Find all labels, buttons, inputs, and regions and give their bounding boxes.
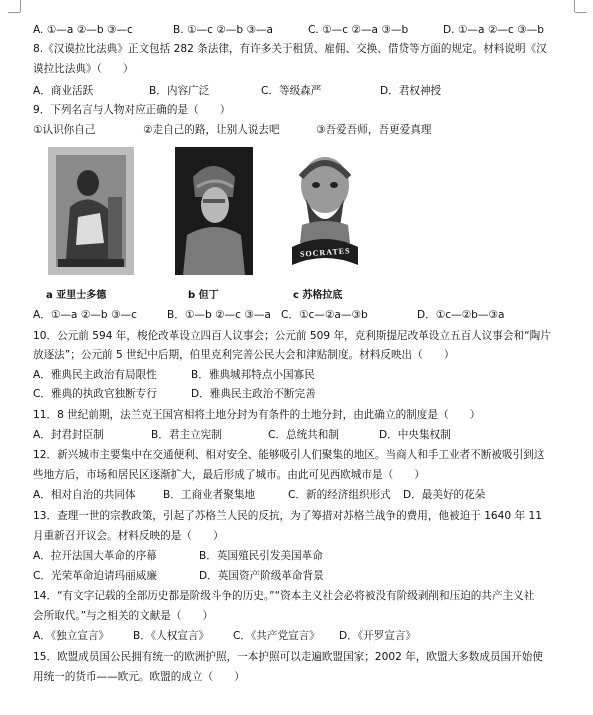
aristotle-portrait bbox=[48, 147, 134, 275]
caption-c: c 苏格拉底 bbox=[293, 290, 343, 301]
crop-mark bbox=[574, 0, 575, 12]
option: C. ①—c ②—a ③—b bbox=[308, 24, 409, 36]
question-9-stem: 9．下列名言与人物对应正确的是（ ） bbox=[33, 104, 231, 116]
option: C．①c—②a—③b bbox=[281, 309, 368, 321]
question-10-stem: 10．公元前 594 年，梭伦改革设立四百人议事会；公元前 509 年，克利斯提尼改革设立五百人议事会和“陶片 bbox=[33, 330, 551, 342]
option: A．相对自治的共同体 bbox=[33, 489, 136, 501]
crop-mark bbox=[20, 0, 21, 12]
question-8-stem-cont: 谟拉比法典》（ ） bbox=[33, 63, 134, 75]
quote: ③吾爱吾师，吾更爱真理 bbox=[316, 124, 432, 136]
caption-a: a 亚里士多德 bbox=[46, 290, 107, 301]
question-14-stem: 14．“有文字记载的全部历史都是阶级斗争的历史。”“资本主义社会必将被没有阶级剥削和压迫的共产主义社 bbox=[33, 590, 535, 602]
crop-mark bbox=[8, 12, 20, 13]
dante-portrait bbox=[175, 147, 253, 275]
option: B．①—b ②—c ③—a bbox=[167, 309, 271, 321]
question-15-stem: 15．欧盟成员国公民拥有统一的欧洲护照，一本护照可以走遍欧盟国家；2002 年，欧盟大多数成员国开始使 bbox=[33, 651, 543, 663]
option: C．《共产党宣言》 bbox=[233, 630, 320, 642]
option: C．总统共和制 bbox=[268, 429, 339, 441]
quote: ②走自己的路，让别人说去吧 bbox=[143, 124, 280, 136]
banner-text: SOCRATES bbox=[299, 246, 351, 259]
option: C．雅典的执政官独断专行 bbox=[33, 388, 157, 400]
option: D．英国资产阶级革命背景 bbox=[199, 570, 324, 582]
option: B．英国殖民引发美国革命 bbox=[199, 550, 323, 562]
crop-mark bbox=[575, 12, 587, 13]
option: D. ①—a ②—c ③—b bbox=[443, 24, 544, 36]
option: A．封君封臣制 bbox=[33, 429, 104, 441]
option: B．内容广泛 bbox=[149, 85, 210, 97]
option: C．光荣革命迫请玛丽威廉 bbox=[33, 570, 157, 582]
option: A．雅典民主政治有局限性 bbox=[33, 369, 157, 381]
option: A．拉开法国大革命的序幕 bbox=[33, 550, 157, 562]
option: A．《独立宣言》 bbox=[33, 630, 110, 642]
option: A. ①—a ②—b ③—c bbox=[33, 24, 133, 36]
option: B．雅典城邦特点小国寡民 bbox=[191, 369, 315, 381]
option: D．①c—②b—③a bbox=[417, 309, 505, 321]
option: D．《开罗宣言》 bbox=[339, 630, 417, 642]
option: B．工商业者聚集地 bbox=[163, 489, 256, 501]
question-14-stem-cont: 会所取代。”与之相关的文献是（ ） bbox=[33, 610, 214, 622]
socrates-bust bbox=[284, 147, 366, 275]
option: D．中央集权制 bbox=[379, 429, 451, 441]
option: C．等级森严 bbox=[261, 85, 322, 97]
option: B．君主立宪制 bbox=[151, 429, 222, 441]
option: B. ①—c ②—b ③—a bbox=[173, 24, 274, 36]
option: C．新的经济组织形式 bbox=[288, 489, 391, 501]
question-12-stem: 12．新兴城市主要集中在交通便利、相对安全、能够吸引人们聚集的地区。当商人和手工业者不断被吸引到这 bbox=[33, 449, 545, 461]
question-13-stem-cont: 月重新召开议会。材料反映的是（ ） bbox=[33, 530, 224, 542]
option: D．雅典民主政治不断完善 bbox=[191, 388, 316, 400]
option: B．《人权宣言》 bbox=[133, 630, 210, 642]
option: A．①—a ②—b ③—c bbox=[33, 309, 137, 321]
option: D．君权神授 bbox=[380, 85, 442, 97]
option: D．最美好的花朵 bbox=[403, 489, 486, 501]
question-15-stem-cont: 用统一的货币——欧元。欧盟的成立（ ） bbox=[33, 671, 245, 683]
quote: ①认识你自己 bbox=[33, 124, 96, 136]
question-12-stem-cont: 些地方后，市场和居民区逐渐扩大，最后形成了城市。由此可见西欧城市是（ ） bbox=[33, 469, 425, 481]
question-11-stem: 11．8 世纪前期，法兰克王国宫相将土地分封为有条件的土地分封，由此确立的制度是（ ） bbox=[33, 409, 481, 421]
question-8-stem: 8.《汉谟拉比法典》正文包括 282 条法律，有许多关于租赁、雇佣、交换、借贷等方面的规定。材料说明《汉 bbox=[33, 43, 547, 55]
question-10-stem-cont: 放逐法”；公元前 5 世纪中后期，伯里克利完善公民大会和津贴制度。材料反映出（ ） bbox=[33, 349, 455, 361]
option: A．商业活跃 bbox=[33, 85, 94, 97]
caption-b: b 但丁 bbox=[188, 290, 219, 301]
question-13-stem: 13．查理一世的宗教政策，引起了苏格兰人民的反抗，为了筹措对苏格兰战争的费用，他被迫于 1640 年 11 bbox=[33, 510, 542, 522]
